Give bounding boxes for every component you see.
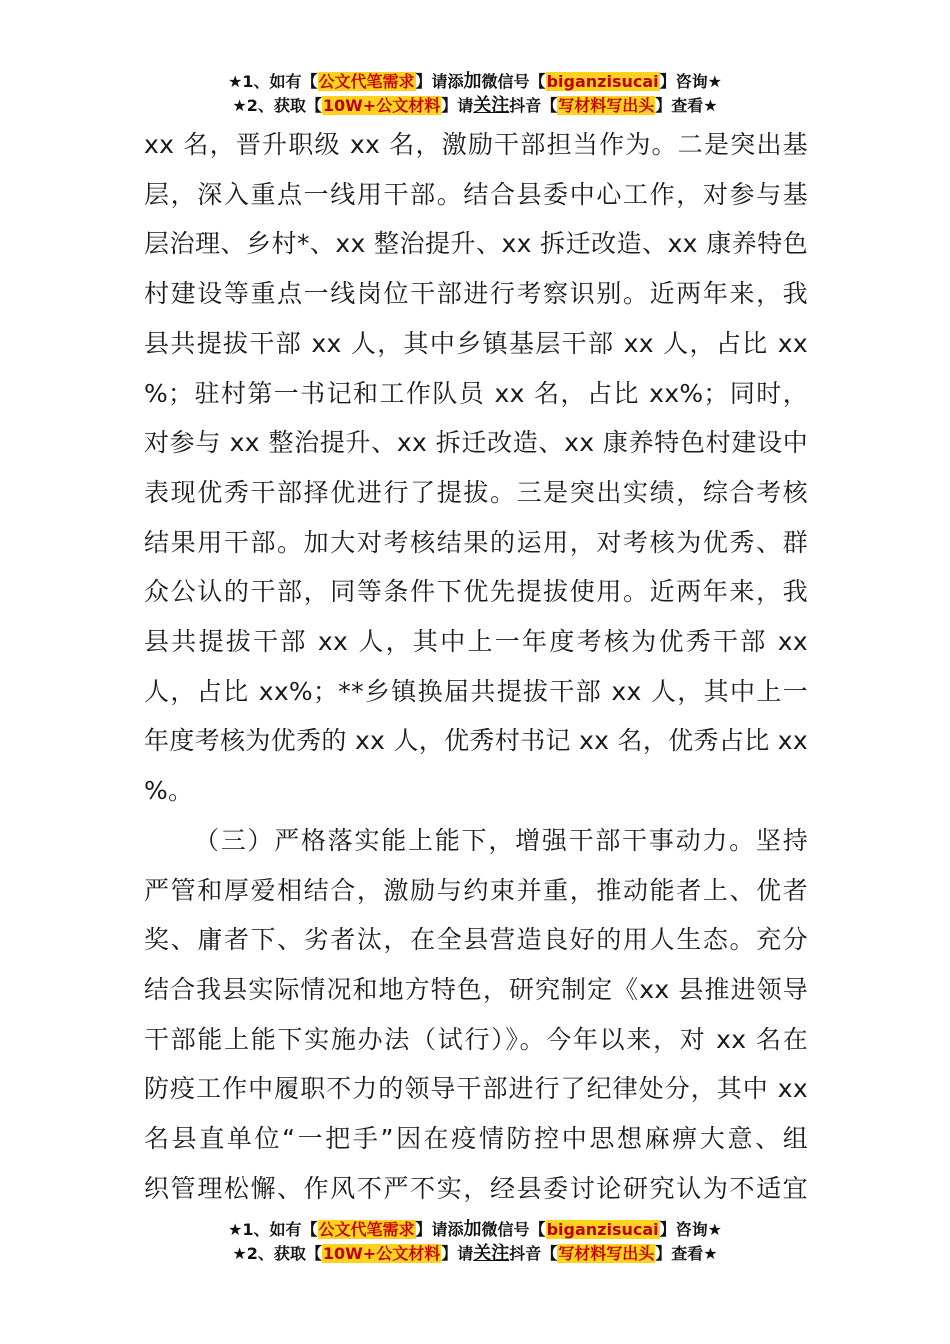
banner-emphasis: 加 <box>463 1219 482 1240</box>
banner-text: 】咨询★ <box>659 72 722 91</box>
highlight-service: 公文代笔需求 <box>318 72 415 91</box>
banner-text: 】请 <box>441 1244 474 1263</box>
header-banner-line-2 <box>0 94 950 118</box>
banner-text: 】咨询★ <box>659 1220 722 1239</box>
banner-text: 【 <box>301 1220 318 1239</box>
text-line: 层治理、乡村*、xx 整治提升、xx 拆迁改造、xx 康养特色 <box>144 229 808 259</box>
text-line: 年度考核为优秀的 xx 人，优秀村书记 xx 名，优秀占比 xx <box>144 726 808 756</box>
text-line: %。 <box>144 776 194 806</box>
text-line: 严管和厚爱相结合，激励与约束并重，推动能者上、优者 <box>144 875 808 905</box>
text-line: 层，深入重点一线用干部。结合县委中心工作，对参与基 <box>144 179 808 209</box>
text-line: xx 名，晋升职级 xx 名，激励干部担当作为。二是突出基 <box>144 130 808 159</box>
text-line: 奖、庸者下、劣者汰，在全县营造良好的用人生态。充分 <box>144 925 808 955</box>
banner-text: ★2、获取【 <box>232 1244 322 1263</box>
text-line: %；驻村第一书记和工作队员 xx 名，占比 xx%；同时， <box>144 378 808 408</box>
banner-text: 微信号【 <box>481 1220 546 1239</box>
banner-text: 【 <box>301 72 318 91</box>
text-line: （三）严格落实能上能下，增强干部干事动力。坚持 <box>194 825 808 855</box>
text-line: 防疫工作中履职不力的领导干部进行了纪律处分，其中 xx <box>144 1074 808 1104</box>
text-line: 村建设等重点一线岗位干部进行考察识别。近两年来，我 <box>144 279 808 309</box>
banner-text: ★2、获取【 <box>232 96 322 115</box>
text-line: 织管理松懈、作风不严不实，经县委讨论研究认为不适宜 <box>144 1173 808 1203</box>
document-body <box>144 120 808 1213</box>
highlight-douyin: 写材料写出头 <box>558 1244 655 1263</box>
banner-text: 】请添 <box>415 72 464 91</box>
text-line: 结果用干部。加大对考核结果的运用，对考核为优秀、群 <box>144 527 808 557</box>
banner-text: 微信号【 <box>481 72 546 91</box>
banner-emphasis: 关注 <box>473 1243 510 1264</box>
paragraph-2 <box>144 816 808 1214</box>
banner-text: 】请 <box>441 96 474 115</box>
text-line: 干部能上能下实施办法（试行）》。今年以来，对 xx 名在 <box>144 1024 808 1054</box>
text-line: 表现优秀干部择优进行了提拔。三是突出实绩，综合考核 <box>144 477 808 507</box>
text-line: 人，占比 xx%；**乡镇换届共提拔干部 xx 人，其中上一 <box>144 676 808 706</box>
highlight-douyin: 写材料写出头 <box>558 96 655 115</box>
highlight-wechat-id: biganzisucai <box>546 72 659 91</box>
text-line: 对参与 xx 整治提升、xx 拆迁改造、xx 康养特色村建设中 <box>144 428 808 458</box>
banner-emphasis: 加 <box>463 71 482 92</box>
text-line: 结合我县实际情况和地方特色，研究制定《xx 县推进领导 <box>144 974 808 1004</box>
header-banner-line-1 <box>0 70 950 94</box>
banner-text: ★1、如有 <box>228 72 302 91</box>
highlight-wechat-id: biganzisucai <box>546 1220 659 1239</box>
banner-emphasis: 关注 <box>473 95 510 116</box>
banner-text: ★1、如有 <box>228 1220 302 1239</box>
footer-banner <box>0 1218 950 1266</box>
banner-text: 】查看★ <box>655 1244 718 1263</box>
highlight-materials: 10W+公文材料 <box>322 1244 441 1263</box>
text-line: 名县直单位“一把手”因在疫情防控中思想麻痹大意、组 <box>144 1124 808 1154</box>
text-line: 县共提拔干部 xx 人，其中乡镇基层干部 xx 人，占比 xx <box>144 328 808 358</box>
banner-text: 抖音【 <box>509 1244 558 1263</box>
paragraph-1 <box>144 120 808 816</box>
highlight-materials: 10W+公文材料 <box>322 96 441 115</box>
banner-text: 抖音【 <box>509 96 558 115</box>
banner-text: 】请添 <box>415 1220 464 1239</box>
highlight-service: 公文代笔需求 <box>318 1220 415 1239</box>
footer-banner-line-1 <box>0 1218 950 1242</box>
text-line: 县共提拔干部 xx 人，其中上一年度考核为优秀干部 xx <box>144 627 808 657</box>
header-banner <box>0 70 950 118</box>
text-line: 众公认的干部，同等条件下优先提拔使用。近两年来，我 <box>144 577 808 607</box>
banner-text: 】查看★ <box>655 96 718 115</box>
footer-banner-line-2 <box>0 1242 950 1266</box>
